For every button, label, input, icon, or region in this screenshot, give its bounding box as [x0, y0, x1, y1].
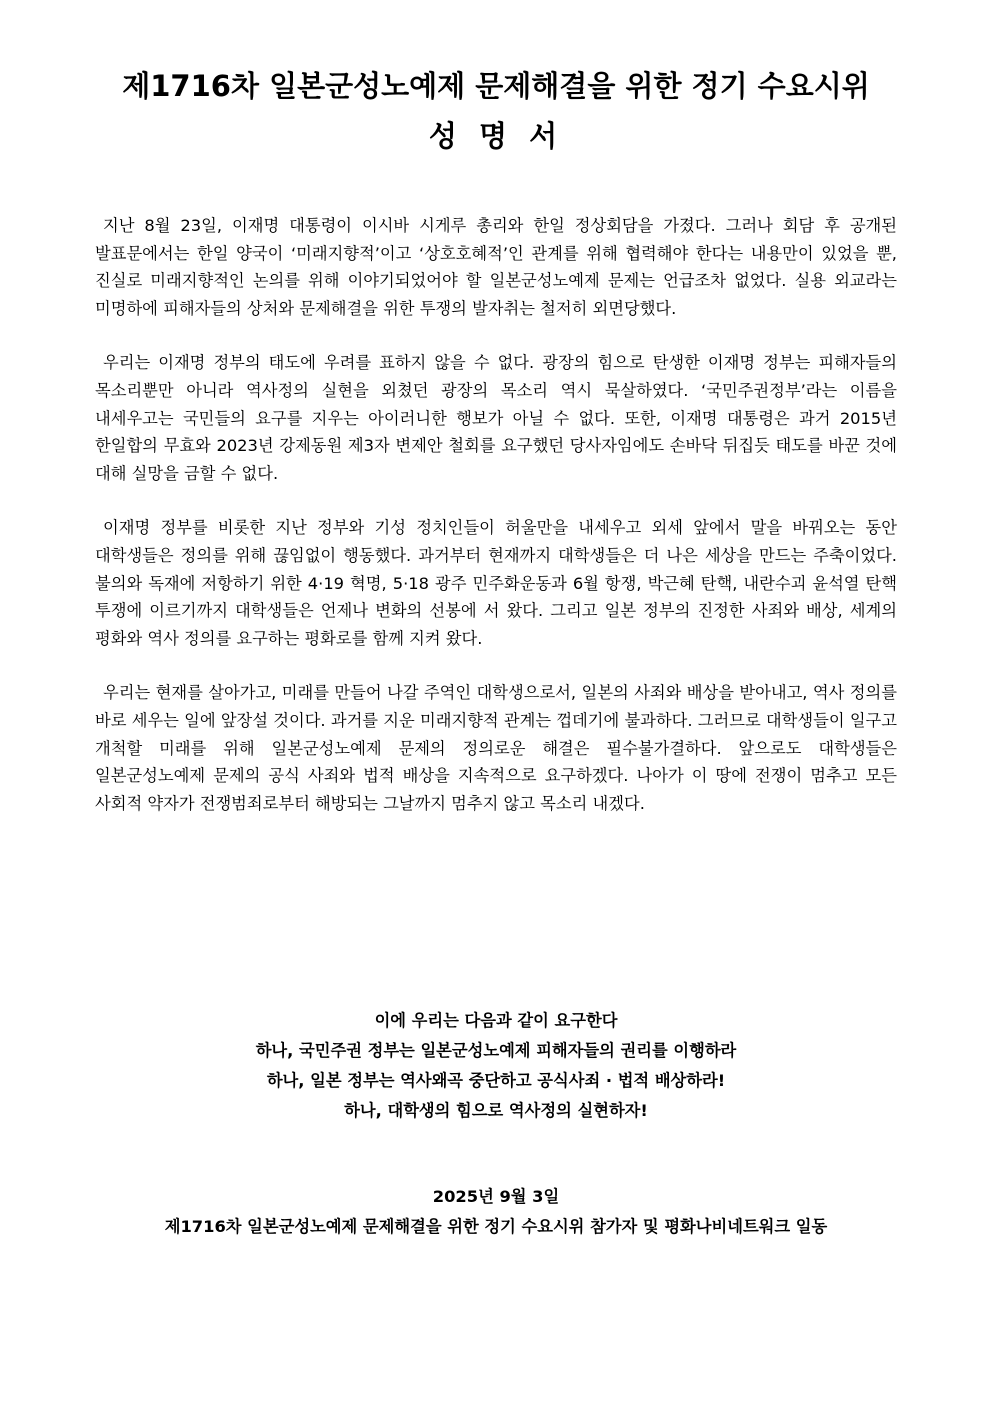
page-title: 제1716차 일본군성노예제 문제해결을 위한 정기 수요시위: [122, 69, 870, 103]
demand-item: 하나, 일본 정부는 역사왜곡 중단하고 공식사죄 · 법적 배상하라!: [266, 1071, 726, 1090]
statement-footer: [40, 1182, 952, 1242]
demands-section: [60, 1006, 932, 1126]
statement-date: 2025년 9월 3일: [432, 1187, 560, 1206]
paragraph-3: 이재명 정부를 비롯한 지난 정부와 기성 정치인들이 허울만을 내세우고 외세 앞에서 말을 바꿔오는 동안 대학생들은 정의를 위해 끊임없이 행동했다. 과거부터 현재까지 대학생들은 더 나은 세상을 만드는 주축이었다. 불의와 독재에 저항하기 위한 4·19 혁명, 5·18 광주 민주화운동과 6월 항쟁, 박근혜 탄핵, 내란수괴 윤석열 탄핵 투쟁에 이르기까지 대학생들은 언제나 변화의 선봉에 서 왔다. 그리고 일본 정부의 진정한 사죄와 배상, 세계의 평화와 역사 정의를 요구하는 평화로를 함께 지켜 왔다.: [95, 518, 897, 648]
demand-item: 하나, 대학생의 힘으로 역사정의 실현하자!: [344, 1101, 648, 1120]
page-subtitle: 성 명 서: [428, 119, 564, 153]
paragraph-4: 우리는 현재를 살아가고, 미래를 만들어 나갈 주역인 대학생으로서, 일본의 사죄와 배상을 받아내고, 역사 정의를 바로 세우는 일에 앞장설 것이다. 과거를 지운 미래지향적 관계는 껍데기에 불과하다. 그러므로 대학생들이 일구고 개척할 미래를 위해 일본군성노예제 문제의 정의로운 해결은 필수불가결하다. 앞으로도 대학생들은 일본군성노예제 문제의 공식 사죄와 법적 배상을 지속적으로 요구하겠다. 나아가 이 땅에 전쟁이 멈추고 모든 사회적 약자가 전쟁범죄로부터 해방되는 그날까지 멈추지 않고 목소리 내겠다.: [95, 683, 897, 813]
statement-signatory: 제1716차 일본군성노예제 문제해결을 위한 정기 수요시위 참가자 및 평화나비네트워크 일동: [164, 1217, 828, 1236]
paragraph-2: 우리는 이재명 정부의 태도에 우려를 표하지 않을 수 없다. 광장의 힘으로 탄생한 이재명 정부는 피해자들의 목소리뿐만 아니라 역사정의 실현을 외쳤던 광장의 목소리 역시 묵살하였다. ‘국민주권정부’라는 이름을 내세우고는 국민들의 요구를 지우는 아이러니한 행보가 아닐 수 없다. 또한, 이재명 대통령은 과거 2015년 한일합의 무효와 2023년 강제동원 제3자 변제안 철회를 요구했던 당사자임에도 손바닥 뒤집듯 태도를 바꾼 것에 대해 실망을 금할 수 없다.: [95, 353, 897, 483]
demands-intro: 이에 우리는 다음과 같이 요구한다: [374, 1011, 618, 1030]
paragraph-1: 지난 8월 23일, 이재명 대통령이 이시바 시게루 총리와 한일 정상회담을 가졌다. 그러나 회담 후 공개된 발표문에서는 한일 양국이 ‘미래지향적’이고 ‘상호호혜적’인 관계를 위해 협력해야 한다는 내용만이 있었을 뿐, 진실로 미래지향적인 논의를 위해 이야기되었어야 할 일본군성노예제 문제는 언급조차 없었다. 실용 외교라는 미명하에 피해자들의 상처와 문제해결을 위한 투쟁의 발자취는 철저히 외면당했다.: [95, 216, 897, 318]
statement-body: [95, 212, 897, 844]
demand-item: 하나, 국민주권 정부는 일본군성노예제 피해자들의 권리를 이행하라: [255, 1041, 737, 1060]
